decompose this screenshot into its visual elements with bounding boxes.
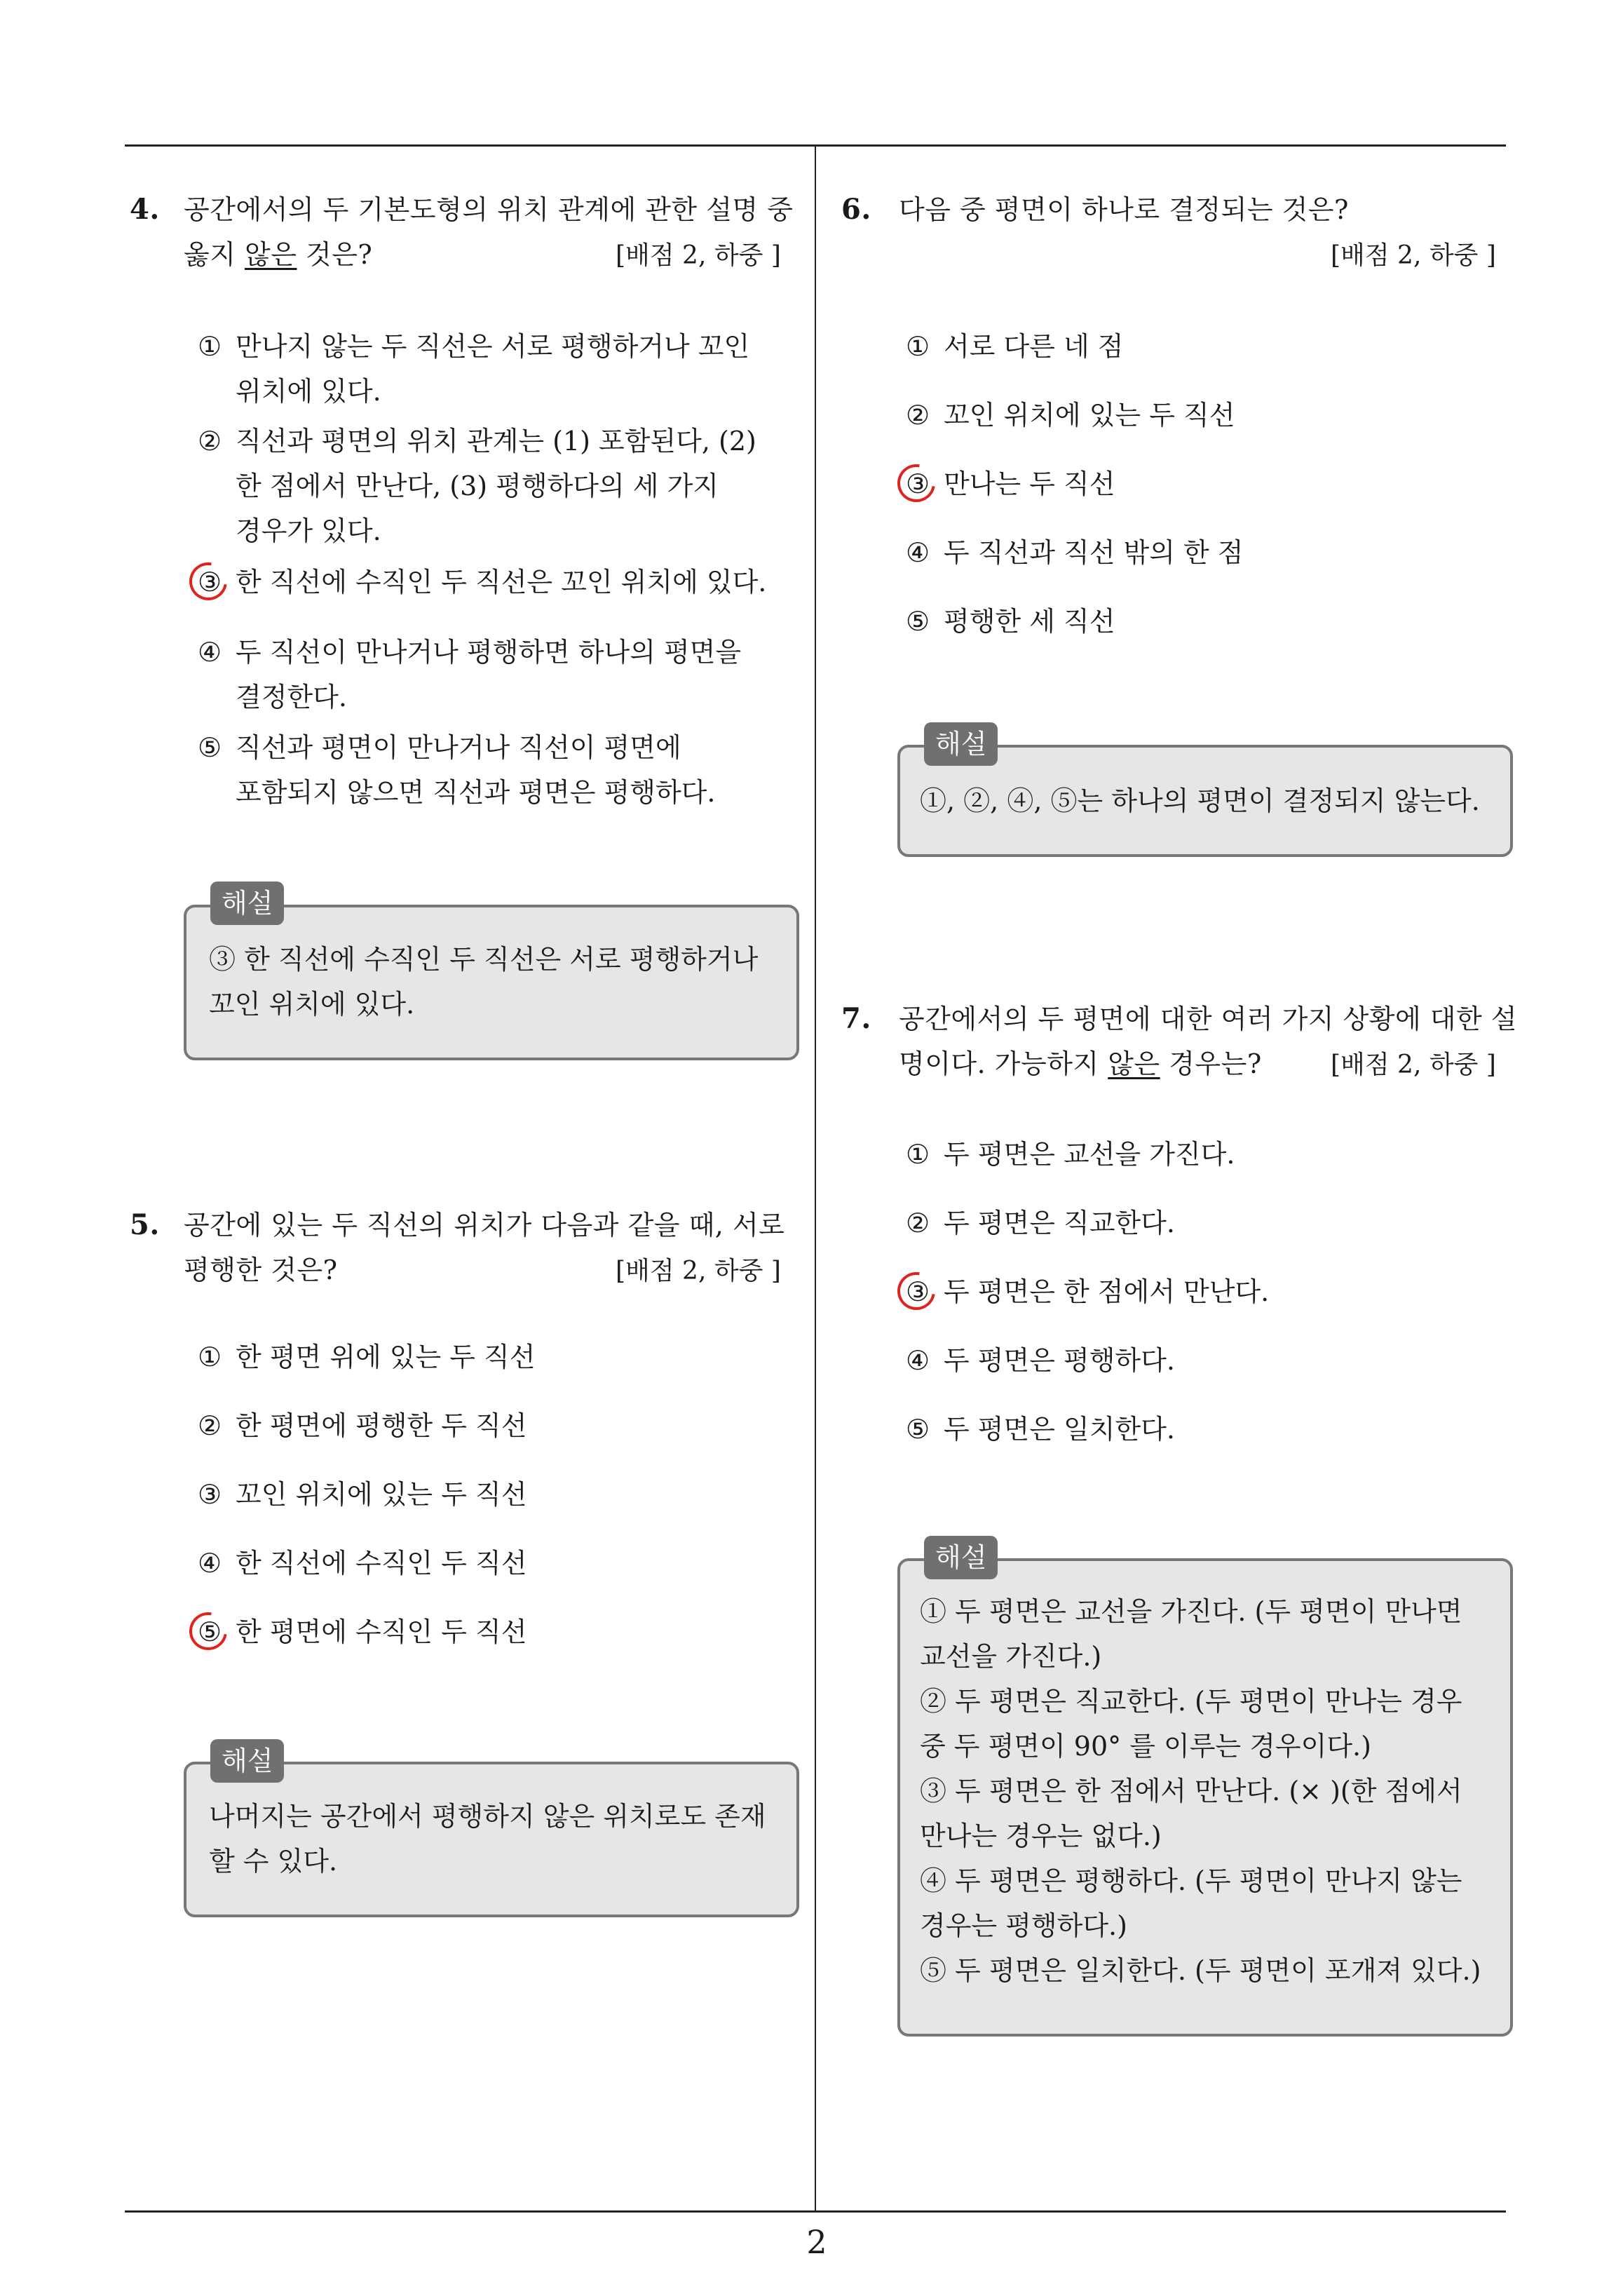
choice-2[interactable] bbox=[906, 393, 1235, 438]
column-divider bbox=[815, 144, 816, 2213]
choice-number: ① bbox=[198, 1342, 222, 1372]
choice-2[interactable] bbox=[198, 419, 756, 553]
choice-number: ④ bbox=[906, 537, 930, 568]
choice-number: ④ bbox=[198, 637, 222, 668]
choice-number: ① bbox=[906, 331, 930, 362]
solution-line: 만나는 경우는 없다.) bbox=[920, 1821, 1162, 1851]
choice-1[interactable] bbox=[198, 324, 749, 414]
choice-3[interactable] bbox=[198, 560, 766, 605]
solution-line: 경우는 평행하다.) bbox=[920, 1910, 1127, 1941]
choice-1[interactable] bbox=[906, 1132, 1235, 1177]
solution-text bbox=[209, 937, 758, 1027]
choice-number: ② bbox=[906, 1208, 930, 1238]
solution-line: 꼬인 위치에 있다. bbox=[209, 989, 415, 1020]
solution-label: 해설 bbox=[924, 722, 998, 766]
choice-number: ⑤ bbox=[198, 1616, 222, 1647]
choice-4[interactable] bbox=[906, 1338, 1175, 1383]
solution-line: ③ 한 직선에 수직인 두 직선은 서로 평행하거나 bbox=[209, 944, 759, 975]
score-meta: [배점 2, 하중 ] bbox=[616, 241, 781, 270]
choice-text: 직선과 평면의 위치 관계는 (1) 포함된다, (2) bbox=[236, 426, 756, 457]
solution-text: ①, ②, ④, ⑤는 하나의 평면이 결정되지 않는다. bbox=[920, 785, 1480, 816]
choice-text: 두 평면은 교선을 가진다. bbox=[944, 1139, 1235, 1170]
question-number: 5. bbox=[130, 1208, 160, 1241]
choice-3[interactable] bbox=[198, 1472, 527, 1517]
choice-text: 한 평면에 평행한 두 직선 bbox=[236, 1410, 527, 1441]
solution-line: ② 두 평면은 직교한다. (두 평면이 만나는 경우 bbox=[920, 1686, 1462, 1717]
choice-2[interactable] bbox=[198, 1403, 527, 1448]
choice-text: 경우가 있다. bbox=[236, 515, 381, 546]
choice-text: 직선과 평면이 만나거나 직선이 평면에 bbox=[236, 732, 681, 763]
choice-5[interactable] bbox=[198, 1609, 527, 1654]
solution-line: 할 수 있다. bbox=[209, 1846, 338, 1877]
choice-text: 한 평면 위에 있는 두 직선 bbox=[236, 1342, 536, 1372]
choice-number: ② bbox=[198, 1410, 222, 1441]
choice-text: 꼬인 위치에 있는 두 직선 bbox=[944, 400, 1235, 431]
choice-3[interactable] bbox=[906, 461, 1115, 506]
choice-4[interactable] bbox=[198, 630, 741, 720]
choice-1[interactable] bbox=[906, 324, 1124, 369]
choice-number: ① bbox=[198, 331, 222, 362]
question-number: 7. bbox=[841, 1002, 871, 1035]
solution-line: 나머지는 공간에서 평행하지 않은 위치로도 존재 bbox=[209, 1801, 766, 1832]
choice-text: 한 평면에 수직인 두 직선 bbox=[236, 1616, 527, 1647]
solution-line: ① 두 평면은 교선을 가진다. (두 평면이 만나면 bbox=[920, 1596, 1462, 1627]
choice-number: ④ bbox=[906, 1345, 930, 1376]
question-text-line1: 공간에 있는 두 직선의 위치가 다음과 같을 때, 서로 bbox=[184, 1210, 785, 1241]
choice-text: 한 직선에 수직인 두 직선은 꼬인 위치에 있다. bbox=[236, 567, 767, 597]
choice-text: 두 평면은 일치한다. bbox=[944, 1414, 1175, 1445]
footer-rule bbox=[125, 2210, 1506, 2213]
choice-text: 한 직선에 수직인 두 직선 bbox=[236, 1548, 527, 1579]
solution-line: 교선을 가진다.) bbox=[920, 1641, 1102, 1672]
question-text-line1: 다음 중 평면이 하나로 결정되는 것은? bbox=[899, 194, 1349, 225]
solution-text bbox=[209, 1794, 766, 1884]
solution-text bbox=[920, 1589, 1481, 1993]
choice-number: ③ bbox=[906, 468, 930, 499]
question-text-part: 경우는? bbox=[1160, 1048, 1262, 1079]
question-text-line2 bbox=[899, 1041, 1262, 1086]
question-number: 4. bbox=[130, 193, 160, 226]
solution-line: ④ 두 평면은 평행하다. (두 평면이 만나지 않는 bbox=[920, 1865, 1462, 1896]
question-text-line2 bbox=[184, 232, 372, 277]
choice-number: ① bbox=[906, 1139, 930, 1170]
choice-3[interactable] bbox=[906, 1269, 1269, 1314]
score-meta: [배점 2, 하중 ] bbox=[1331, 241, 1496, 270]
choice-number: ⑤ bbox=[906, 1414, 930, 1445]
question-text-line2: 평행한 것은? bbox=[184, 1255, 338, 1285]
choice-number: ② bbox=[906, 400, 930, 431]
question-text-part: 것은? bbox=[297, 239, 373, 270]
choice-text: 위치에 있다. bbox=[236, 376, 381, 407]
question-text-part: 명이다. 가능하지 bbox=[899, 1048, 1108, 1079]
choice-text: 두 평면은 직교한다. bbox=[944, 1208, 1175, 1238]
choice-2[interactable] bbox=[906, 1201, 1175, 1245]
choice-5[interactable] bbox=[906, 599, 1115, 644]
choice-text: 결정한다. bbox=[236, 682, 347, 713]
choice-number: ⑤ bbox=[906, 606, 930, 637]
question-text-line1: 공간에서의 두 평면에 대한 여러 가지 상황에 대한 설 bbox=[899, 1004, 1518, 1034]
choice-4[interactable] bbox=[198, 1541, 527, 1586]
choice-text: 포함되지 않으면 직선과 평면은 평행하다. bbox=[236, 777, 716, 808]
choice-5[interactable] bbox=[906, 1407, 1175, 1452]
choice-number: ⑤ bbox=[198, 732, 222, 763]
choice-text: 두 직선과 직선 밖의 한 점 bbox=[944, 537, 1244, 568]
solution-line: ⑤ 두 평면은 일치한다. (두 평면이 포개져 있다.) bbox=[920, 1955, 1481, 1986]
choice-number: ② bbox=[198, 426, 222, 457]
question-text-line1: 공간에서의 두 기본도형의 위치 관계에 관한 설명 중 bbox=[184, 194, 794, 225]
choice-text: 만나는 두 직선 bbox=[944, 468, 1115, 499]
choice-text: 한 점에서 만난다, (3) 평행하다의 세 가지 bbox=[236, 471, 719, 501]
choice-4[interactable] bbox=[906, 530, 1243, 575]
choice-5[interactable] bbox=[198, 725, 715, 815]
page-number: 2 bbox=[806, 2223, 827, 2261]
solution-line: 중 두 평면이 90° 를 이루는 경우이다.) bbox=[920, 1731, 1371, 1762]
question-text-part: 옳지 bbox=[184, 239, 245, 270]
choice-text: 서로 다른 네 점 bbox=[944, 331, 1124, 362]
score-meta: [배점 2, 하중 ] bbox=[1331, 1051, 1496, 1079]
choice-text: 두 직선이 만나거나 평행하면 하나의 평면을 bbox=[236, 637, 742, 668]
choice-number: ③ bbox=[906, 1276, 930, 1307]
choice-number: ③ bbox=[198, 567, 222, 597]
choice-text: 만나지 않는 두 직선은 서로 평행하거나 꼬인 bbox=[236, 331, 750, 362]
choice-text: 두 평면은 한 점에서 만난다. bbox=[944, 1276, 1270, 1307]
solution-label: 해설 bbox=[210, 882, 284, 925]
solution-label: 해설 bbox=[210, 1739, 284, 1783]
choice-text: 꼬인 위치에 있는 두 직선 bbox=[236, 1479, 527, 1510]
underlined-word: 않은 bbox=[245, 239, 297, 270]
underlined-word: 않은 bbox=[1108, 1048, 1160, 1079]
choice-1[interactable] bbox=[198, 1335, 535, 1379]
choice-text: 두 평면은 평행하다. bbox=[944, 1345, 1175, 1376]
score-meta: [배점 2, 하중 ] bbox=[616, 1257, 781, 1285]
solution-label: 해설 bbox=[924, 1536, 998, 1579]
choice-text: 평행한 세 직선 bbox=[944, 606, 1115, 637]
solution-line: ③ 두 평면은 한 점에서 만난다. (× )(한 점에서 bbox=[920, 1776, 1462, 1807]
question-number: 6. bbox=[841, 193, 871, 226]
choice-number: ③ bbox=[198, 1479, 222, 1510]
choice-number: ④ bbox=[198, 1548, 222, 1579]
